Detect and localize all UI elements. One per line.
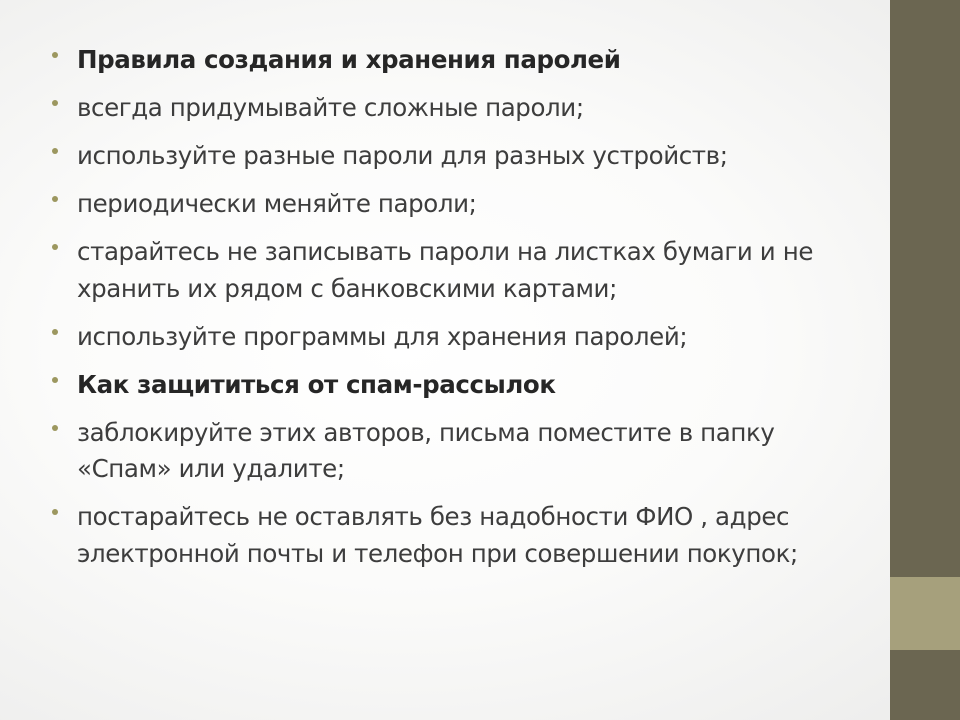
- side-band-dark-top: [890, 0, 960, 577]
- bullet-dot-icon: [52, 148, 58, 154]
- bullet-dot-icon: [52, 52, 58, 58]
- list-item: [52, 138, 862, 175]
- list-item-text: всегда придумывайте сложные пароли;: [77, 93, 584, 122]
- bullet-dot-icon: [52, 244, 58, 250]
- list-item-text: старайтесь не записывать пароли на листках бумаги и не хранить их рядом с банковскими картами;: [77, 237, 813, 303]
- bullet-list: [52, 42, 862, 584]
- list-item-text: заблокируйте этих авторов, письма поместите в папку «Спам» или удалите;: [77, 417, 775, 483]
- list-item: [52, 90, 862, 127]
- side-band-dark-bottom: [890, 650, 960, 720]
- list-item-text: постарайтесь не оставлять без надобности ФИО , адрес электронной почты и телефон при совершении покупок;: [77, 502, 798, 568]
- bullet-dot-icon: [52, 100, 58, 106]
- list-item-text: используйте разные пароли для разных устройств;: [77, 141, 728, 170]
- list-item: [52, 319, 862, 356]
- list-item-heading-spam: [52, 367, 862, 404]
- list-item-text: Правила создания и хранения паролей: [77, 45, 621, 74]
- bullet-dot-icon: [52, 377, 58, 383]
- list-item: [52, 186, 862, 223]
- bullet-dot-icon: [52, 329, 58, 335]
- side-band-light: [890, 577, 960, 650]
- bullet-dot-icon: [52, 509, 58, 515]
- list-item: [52, 234, 862, 307]
- list-item-heading-passwords: [52, 42, 862, 79]
- list-item-text: периодически меняйте пароли;: [77, 189, 477, 218]
- list-item: [52, 415, 862, 488]
- list-item-text: Как защититься от спам-рассылок: [77, 369, 556, 399]
- list-item: [52, 499, 862, 572]
- bullet-dot-icon: [52, 196, 58, 202]
- bullet-dot-icon: [52, 425, 58, 431]
- list-item-text: используйте программы для хранения паролей;: [77, 321, 688, 351]
